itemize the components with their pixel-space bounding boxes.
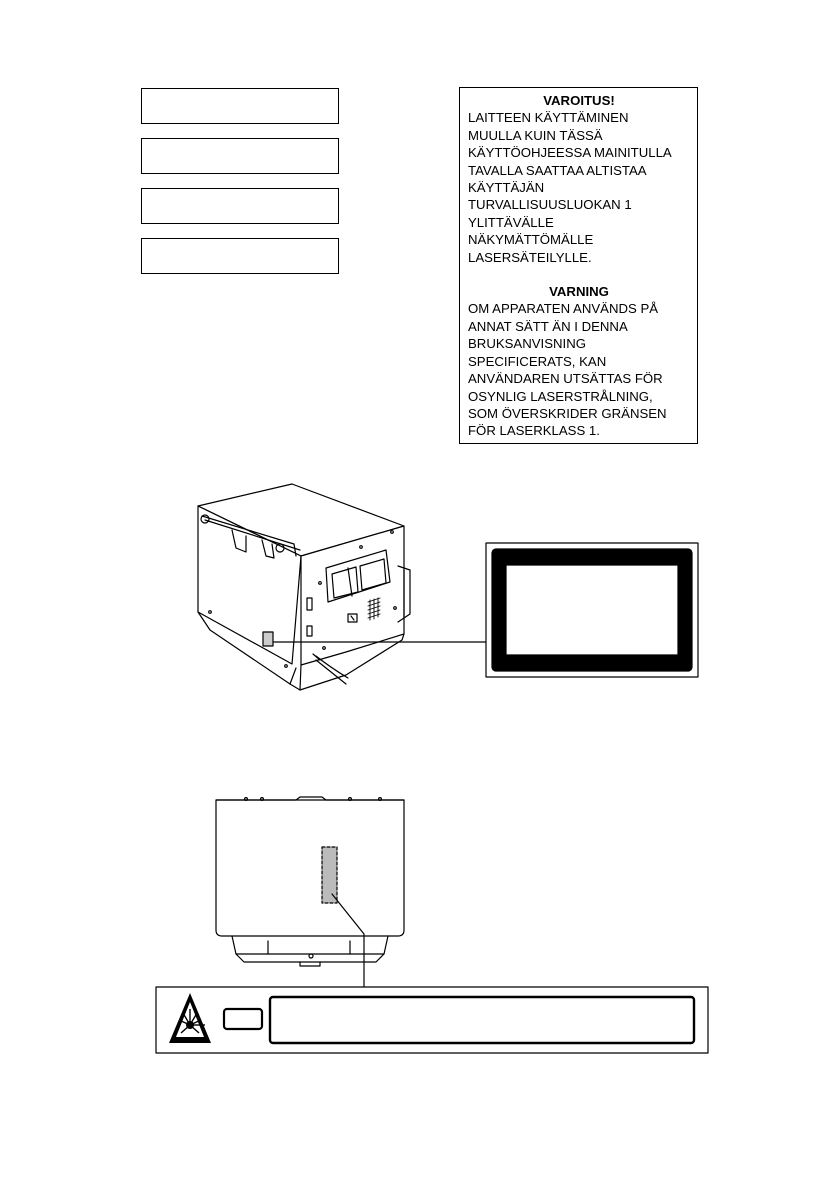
warning-heading-finnish: VAROITUS! — [543, 93, 615, 108]
warning-line-fi-6: TURVALLISUUSLUOKAN 1 — [468, 197, 632, 213]
warning-line-fi-4: TAVALLA SAATTAA ALTISTAA — [468, 162, 647, 178]
warning-line-sv-3: BRUKSANVISNING — [468, 336, 586, 352]
warning-line-fi-2: MUULLA KUIN TÄSSÄ — [468, 127, 603, 143]
copier-rear-illustration — [198, 484, 486, 690]
warning-line-sv-7: SOM ÖVERSKRIDER GRÄNSEN — [468, 405, 667, 421]
warning-line-sv-1: OM APPARATEN ANVÄNDS PÅ — [468, 301, 659, 317]
warning-heading-swedish: VARNING — [549, 284, 609, 300]
warning-line-sv-6: OSYNLIG LASERSTRÅLNING, — [468, 388, 653, 404]
warning-line-fi-8: NÄKYMÄTTÖMÄLLE — [468, 232, 594, 248]
warning-line-fi-7: YLITTÄVÄLLE — [468, 214, 554, 230]
warning-line-fi-5: KÄYTTÄJÄN — [468, 180, 545, 196]
warning-line-fi-3: KÄYTTÖOHJEESSA MAINITULLA — [468, 145, 672, 161]
laser-warning-strip — [156, 987, 708, 1053]
warning-line-sv-5: ANVÄNDAREN UTSÄTTAS FÖR — [468, 371, 663, 387]
warning-line-fi-1: LAITTEEN KÄYTTÄMINEN — [468, 110, 629, 126]
warning-line-sv-2: ANNAT SÄTT ÄN I DENNA — [468, 318, 628, 334]
laser-class-label — [486, 543, 698, 677]
warning-line-sv-4: SPECIFICERATS, KAN — [468, 353, 607, 369]
warning-line-fi-9: LASERSÄTEILYLLE. — [468, 249, 592, 265]
copier-top-illustration — [216, 797, 404, 987]
warning-line-sv-8: FÖR LASERKLASS 1. — [468, 423, 600, 439]
